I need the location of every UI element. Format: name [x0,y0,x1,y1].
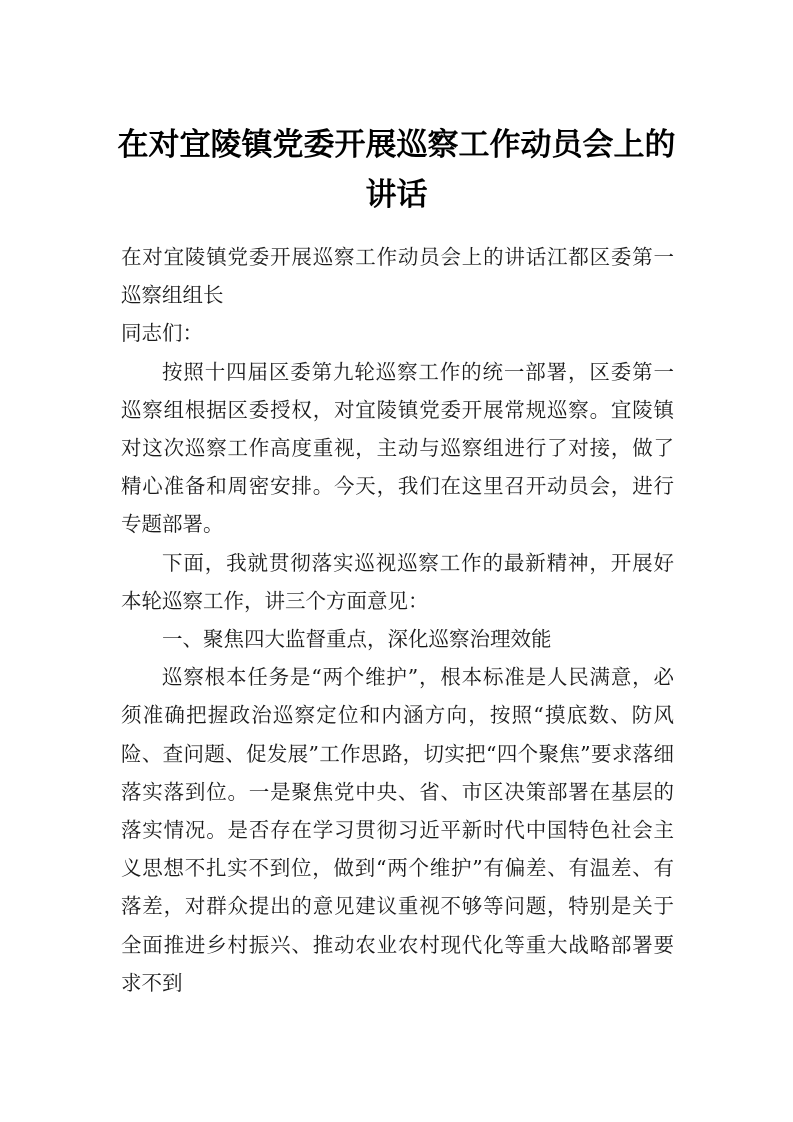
paragraph: 巡察根本任务是“两个维护”，根本标准是人民满意，必须准确把握政治巡察定位和内涵方向，按照“摸底数、防风险、查问题、促发展”工作思路，切实把“四个聚焦”要求落细落实落到位。一是聚焦党中央、省、市区决策部署在基层的落实情况。是否存在学习贯彻习近平新时代中国特色社会主义思想不扎实不到位，做到“两个维护”有偏差、有温差、有落差，对群众提出的意见建议重视不够等问题，特别是关于全面推进乡村振兴、推动农业农村现代化等重大战略部署要求不到 [121,665,674,995]
paragraph: 按照十四届区委第九轮巡察工作的统一部署，区委第一巡察组根据区委授权，对宜陵镇党委开展常规巡察。宜陵镇对这次巡察工作高度重视，主动与巡察组进行了对接，做了精心准备和周密安排。今天，我们在这里召开动员会，进行专题部署。 [121,359,674,537]
document-subtitle: 在对宜陵镇党委开展巡察工作动员会上的讲话江都区委第一巡察组组长 [121,245,674,308]
document-title-line-1: 在对宜陵镇党委开展巡察工作动员会上的 [117,127,676,163]
salutation: 同志们： [121,321,203,346]
section-heading: 一、聚焦四大监督重点，深化巡察治理效能 [162,627,552,652]
document-body [121,238,674,1002]
paragraph: 下面，我就贯彻落实巡视巡察工作的最新精神，开展好本轮巡察工作，讲三个方面意见： [121,550,674,613]
document-title-line-2: 讲话 [365,177,428,213]
